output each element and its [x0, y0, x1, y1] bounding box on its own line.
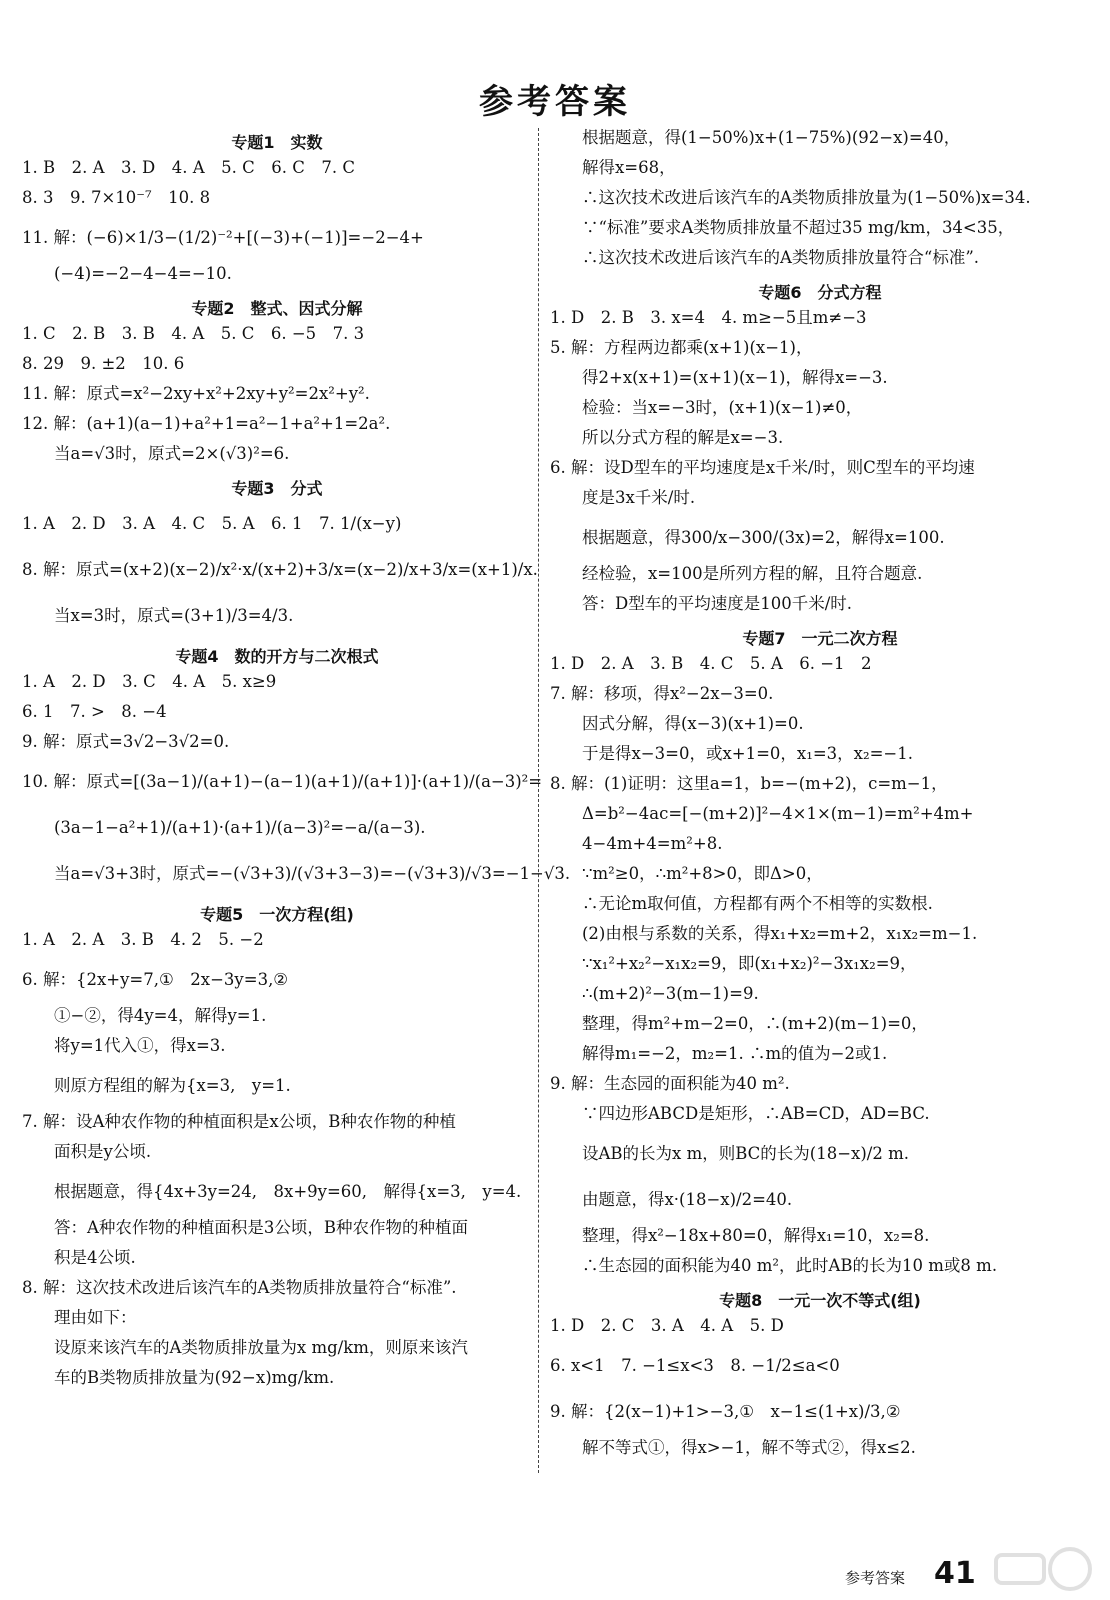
answer-line: 7. 解：移项，得x²−2x−3=0.: [550, 684, 774, 703]
answer-line: 12. 解：(a+1)(a−1)+a²+1=a²−1+a²+1=2a².: [22, 414, 391, 433]
answer-line: 根据题意，得{4x+3y=24, 8x+9y=60, 解得{x=3, y=4.: [54, 1182, 522, 1201]
answer-line: 6. 解：设D型车的平均速度是x千米/时，则C型车的平均速: [550, 458, 975, 477]
answer-line: 6. 解：{2x+y=7,① 2x−3y=3,②: [22, 970, 289, 989]
answer-line: 4−4m+4=m²+8.: [582, 834, 723, 853]
answer-line: ∵四边形ABCD是矩形，∴AB=CD，AD=BC.: [582, 1104, 930, 1123]
section-title-7: 专题7 一元二次方程: [742, 629, 898, 648]
column-divider: [538, 128, 539, 1473]
answer-line: 8. 3 9. 7×10⁻⁷ 10. 8: [22, 188, 211, 207]
footer-label: 参考答案: [845, 1569, 906, 1587]
answer-line: ∴(m+2)²−3(m−1)=9.: [582, 984, 759, 1003]
answer-line: 当a=√3时，原式=2×(√3)²=6.: [54, 444, 290, 463]
right-column: [550, 128, 1090, 1468]
answer-line: 面积是y公顷.: [54, 1142, 152, 1161]
answer-line: 经检验，x=100是所列方程的解，且符合题意.: [582, 564, 923, 583]
answer-line: 由题意，得x·(18−x)/2=40.: [582, 1190, 793, 1209]
answer-line: ∴这次技术改进后该汽车的A类物质排放量为(1−50%)x=34.: [582, 188, 1031, 207]
answer-line: 11. 解：原式=x²−2xy+x²+2xy+y²=2x²+y².: [22, 384, 370, 403]
answer-line: 6. x<1 7. −1≤x<3 8. −1/2≤a<0: [550, 1356, 840, 1375]
answer-line: 1. A 2. D 3. A 4. C 5. A 6. 1 7. 1/(x−y): [22, 514, 402, 533]
answer-line: 5. 解：方程两边都乘(x+1)(x−1)，: [550, 338, 813, 357]
answer-line: 8. 解：这次技术改进后该汽车的A类物质排放量符合“标准”.: [22, 1278, 457, 1297]
answer-line: 10. 解：原式=[(3a−1)/(a+1)−(a−1)(a+1)/(a+1)]·(a+1)/(a−3)²=: [22, 772, 543, 791]
answer-line: 1. D 2. B 3. x=4 4. m≥−5且m≠−3: [550, 308, 867, 327]
answer-line: 1. D 2. A 3. B 4. C 5. A 6. −1 2: [550, 654, 872, 673]
answer-line: 积是4公顷.: [54, 1248, 136, 1267]
answer-line: (3a−1−a²+1)/(a+1)·(a+1)/(a−3)²=−a/(a−3).: [54, 818, 426, 837]
section-title-8: 专题8 一元一次不等式(组): [719, 1291, 921, 1310]
answer-line: 8. 29 9. ±2 10. 6: [22, 354, 185, 373]
answer-line: Δ=b²−4ac=[−(m+2)]²−4×1×(m−1)=m²+4m+: [582, 804, 974, 823]
answer-line: ∴无论m取何值，方程都有两个不相等的实数根.: [582, 894, 933, 913]
answer-line: ∵m²≥0，∴m²+8>0，即Δ>0，: [582, 864, 823, 883]
answer-line: 7. 解：设A种农作物的种植面积是x公顷，B种农作物的种植: [22, 1112, 456, 1131]
section-title-6: 专题6 分式方程: [758, 283, 882, 302]
answer-line: 检验：当x=−3时，(x+1)(x−1)≠0，: [582, 398, 863, 417]
answer-line: 因式分解，得(x−3)(x+1)=0.: [582, 714, 804, 733]
section-title-4: 专题4 数的开方与二次根式: [175, 647, 379, 666]
answer-line: ∴这次技术改进后该汽车的A类物质排放量符合“标准”.: [582, 248, 980, 267]
answer-line: ①−②，得4y=4，解得y=1.: [54, 1006, 267, 1025]
answer-line: 8. 解：原式=(x+2)(x−2)/x²·x/(x+2)+3/x=(x−2)/x+3/x=(x+1)/x.: [22, 560, 538, 579]
answer-line: 6. 1 7. > 8. −4: [22, 702, 167, 721]
answer-line: ∵“标准”要求A类物质排放量不超过35 mg/km，34<35，: [582, 218, 1015, 237]
answer-line: 答：D型车的平均速度是100千米/时.: [582, 594, 853, 613]
answer-line: 则原方程组的解为{x=3, y=1.: [54, 1076, 291, 1095]
answer-line: 整理，得m²+m−2=0，∴(m+2)(m−1)=0，: [582, 1014, 928, 1033]
answer-line: 9. 解：生态园的面积能为40 m².: [550, 1074, 790, 1093]
answer-line: 当a=√3+3时，原式=−(√3+3)/(√3+3−3)=−(√3+3)/√3=−1−√3.: [54, 864, 571, 883]
answer-line: 设AB的长为x m，则BC的长为(18−x)/2 m.: [582, 1144, 909, 1163]
answer-line: 于是得x−3=0，或x+1=0，x₁=3，x₂=−1.: [582, 744, 913, 763]
answer-line: 根据题意，得(1−50%)x+(1−75%)(92−x)=40，: [582, 128, 961, 147]
section-title-3: 专题3 分式: [231, 479, 323, 498]
answer-line: 理由如下：: [54, 1308, 137, 1327]
answer-line: 解得m₁=−2，m₂=1. ∴m的值为−2或1.: [582, 1044, 888, 1063]
page-title: 参考答案: [479, 82, 631, 122]
answer-line: 所以分式方程的解是x=−3.: [582, 428, 784, 447]
answer-line: 1. A 2. A 3. B 4. 2 5. −2: [22, 930, 264, 949]
watermark-logo-icon: [990, 1545, 1100, 1595]
left-column: [22, 128, 571, 1398]
answer-line: 1. A 2. D 3. C 4. A 5. x≥9: [22, 672, 277, 691]
answer-line: (−4)=−2−4−4=−10.: [54, 264, 232, 283]
page-number: 41: [934, 1556, 976, 1591]
answer-line: 11. 解：(−6)×1/3−(1/2)⁻²+[(−3)+(−1)]=−2−4+: [22, 228, 424, 247]
answer-line: 根据题意，得300/x−300/(3x)=2，解得x=100.: [582, 528, 945, 547]
section-title-5: 专题5 一次方程(组): [200, 905, 354, 924]
answer-line: 答：A种农作物的种植面积是3公顷，B种农作物的种植面: [54, 1218, 469, 1237]
answer-line: 得2+x(x+1)=(x+1)(x−1)，解得x=−3.: [582, 368, 888, 387]
answer-line: 设原来该汽车的A类物质排放量为x mg/km，则原来该汽: [54, 1338, 468, 1357]
answer-line: 1. B 2. A 3. D 4. A 5. C 6. C 7. C: [22, 158, 355, 177]
answer-line: 解得x=68，: [582, 158, 676, 177]
answer-line: 度是3x千米/时.: [582, 488, 696, 507]
answer-line: (2)由根与系数的关系，得x₁+x₂=m+2，x₁x₂=m−1.: [582, 924, 978, 943]
answer-line: ∴生态园的面积能为40 m²，此时AB的长为10 m或8 m.: [582, 1256, 998, 1275]
answer-line: 解不等式①，得x>−1，解不等式②，得x≤2.: [582, 1438, 916, 1457]
section-title-2: 专题2 整式、因式分解: [191, 299, 363, 318]
answer-line: 9. 解：原式=3√2−3√2=0.: [22, 732, 230, 751]
answer-line: 8. 解：(1)证明：这里a=1，b=−(m+2)，c=m−1，: [550, 774, 948, 793]
answer-line: 将y=1代入①，得x=3.: [54, 1036, 226, 1055]
answer-line: 9. 解：{2(x−1)+1>−3,① x−1≤(1+x)/3,②: [550, 1402, 901, 1421]
answer-line: ∵x₁²+x₂²−x₁x₂=9，即(x₁+x₂)²−3x₁x₂=9，: [582, 954, 917, 973]
answer-line: 1. C 2. B 3. B 4. A 5. C 6. −5 7. 3: [22, 324, 365, 343]
answer-line: 车的B类物质排放量为(92−x)mg/km.: [54, 1368, 335, 1387]
answer-line: 当x=3时，原式=(3+1)/3=4/3.: [54, 606, 294, 625]
answer-line: 1. D 2. C 3. A 4. A 5. D: [550, 1316, 784, 1335]
answer-line: 整理，得x²−18x+80=0，解得x₁=10，x₂=8.: [582, 1226, 930, 1245]
section-title-1: 专题1 实数: [231, 133, 323, 152]
